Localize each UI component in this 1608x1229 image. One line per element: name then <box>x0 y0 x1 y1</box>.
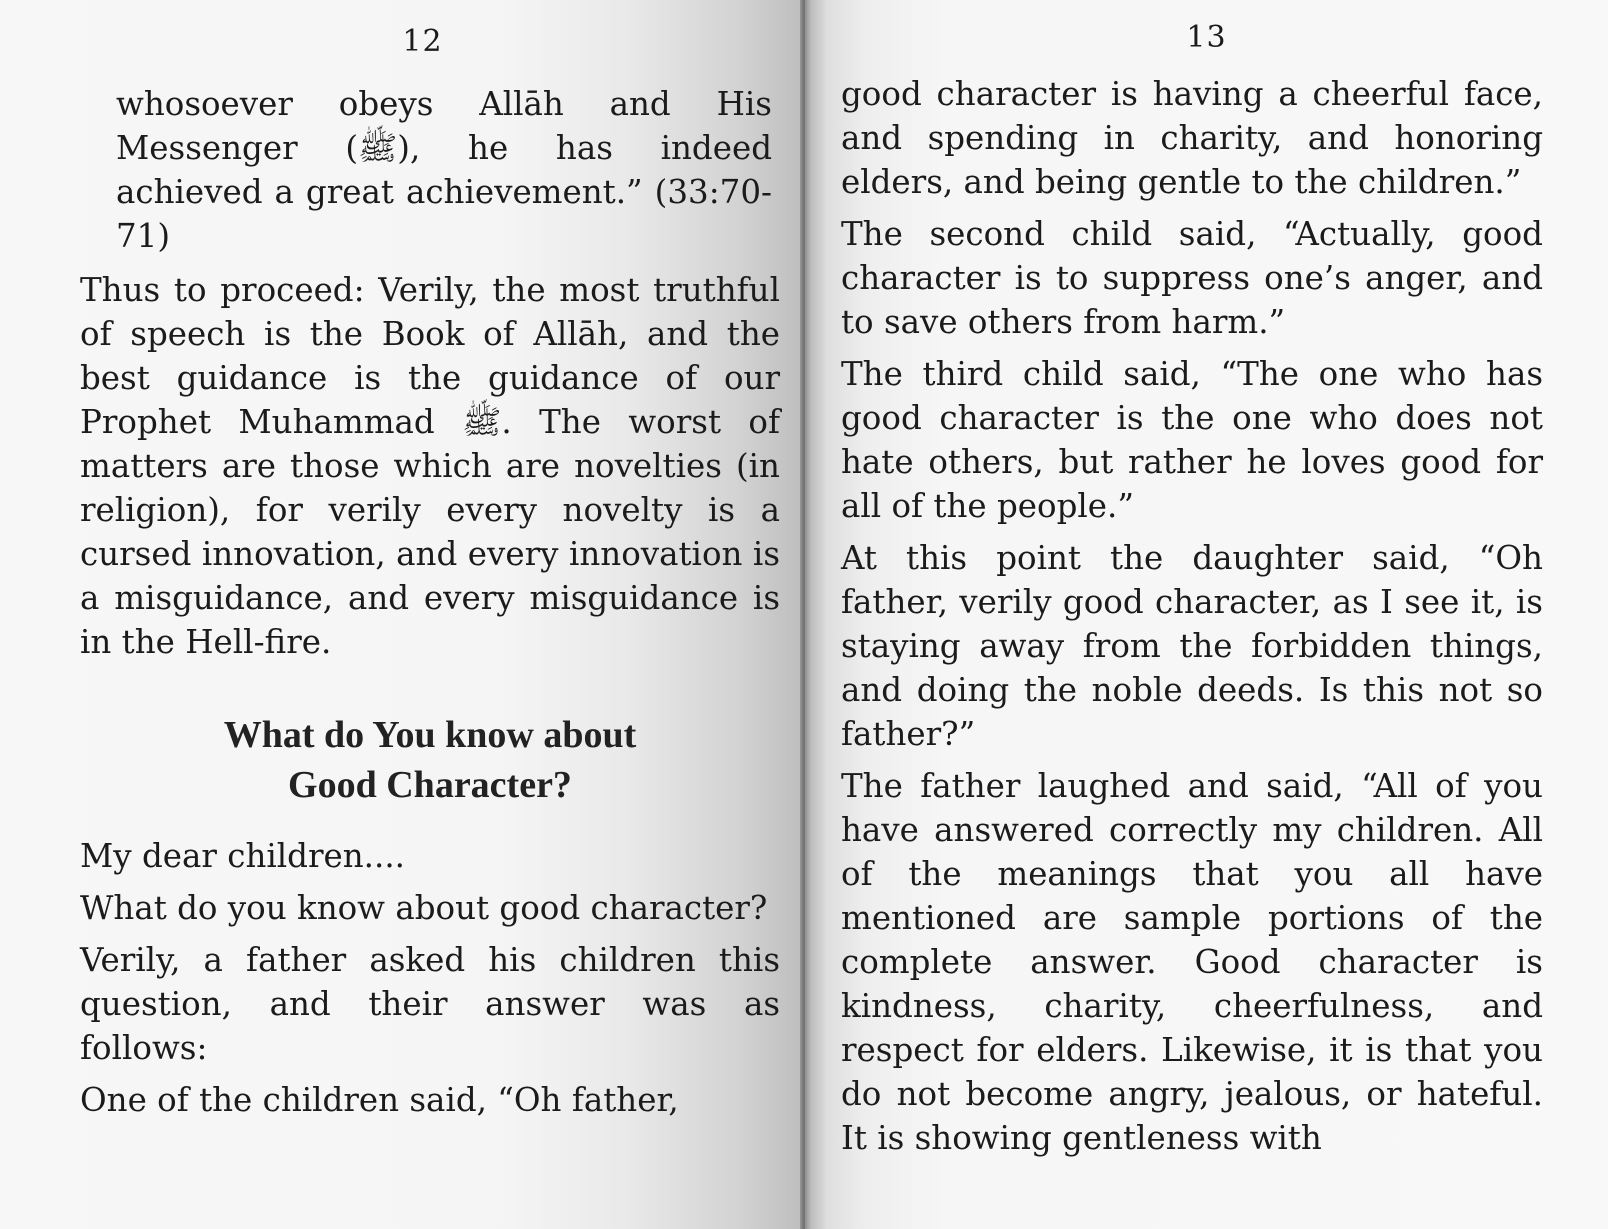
quote-paragraph: whosoever obeys Allāh and His Messenger (ﷺ), he has indeed achieved a great achievement.” (33:70-71) <box>116 85 772 255</box>
section-heading-line: What do You know about <box>223 714 637 756</box>
paragraph: The father laughed and said, “All of you have answered correctly my children. All of the meanings that you all have mentioned are sample portions of the complete answer. Good character is kindness, charity, cheerfulness, and respect for elders. Likewise, it is that you do not become angry, jealous, or hateful. It is showing gentleness with <box>841 767 1543 1157</box>
paragraph: One of the children said, “Oh father, <box>80 1081 679 1119</box>
left-page-text <box>80 82 780 1130</box>
paragraph: The second child said, “Actually, good character is to suppress one’s anger, and to save others from harm.” <box>841 215 1543 341</box>
paragraph: What do you know about good character? <box>80 889 768 927</box>
paragraph: The third child said, “The one who has good character is the one who does not hate others, but rather he loves good for all of the people.” <box>841 355 1543 525</box>
paragraph: My dear children.... <box>80 837 405 875</box>
paragraph: Thus to proceed: Verily, the most truthful of speech is the Book of Allāh, and the best guidance is the guidance of our Prophet Muhammad ﷺ. The worst of matters are those which are novelties (in religion), for verily every novelty is a cursed innovation, and every innovation is a misguidance, and every misguidance is in the Hell-fire. <box>80 271 780 661</box>
right-page <box>805 0 1608 1229</box>
section-heading-line: Good Character? <box>288 764 572 806</box>
section-heading <box>80 710 780 810</box>
paragraph: Verily, a father asked his children this question, and their answer was as follows: <box>80 941 780 1067</box>
right-page-text <box>841 72 1543 1168</box>
paragraph: At this point the daughter said, “Oh father, verily good character, as I see it, is staying away from the forbidden things, and doing the noble deeds. Is this not so father?” <box>841 539 1543 753</box>
paragraph: good character is having a cheerful face, and spending in charity, and honoring elders, and being gentle to the children.” <box>841 75 1543 201</box>
page-number: 13 <box>1186 20 1227 55</box>
page-number: 12 <box>402 24 443 59</box>
